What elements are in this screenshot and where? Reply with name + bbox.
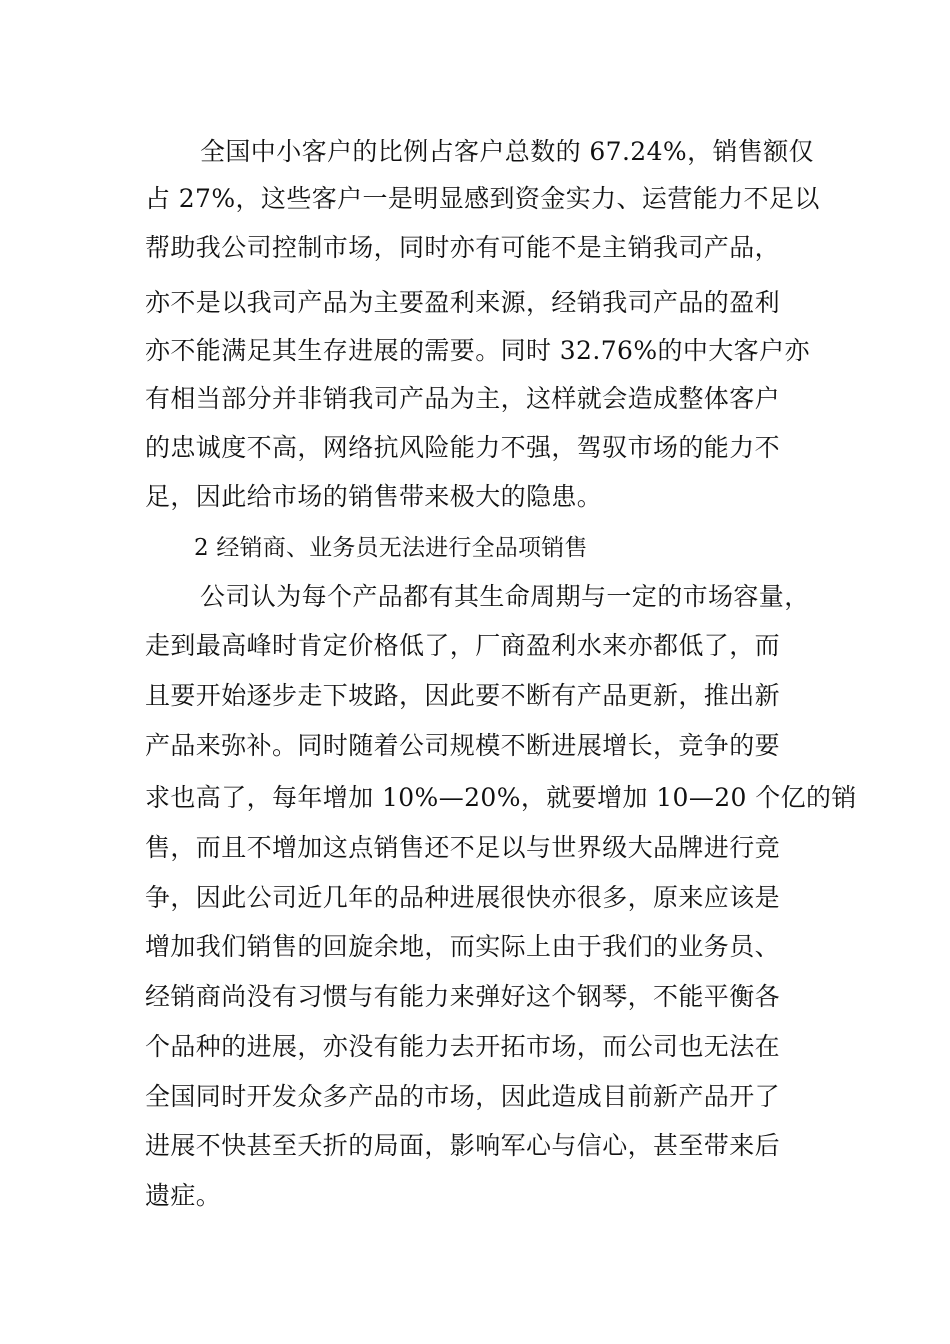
paragraph-2-line-3: 且要开始逐步走下坡路，因此要不断有产品更新，推出新	[145, 681, 781, 710]
paragraph-2-line-10: 个品种的进展，亦没有能力去开拓市场，而公司也无法在	[145, 1032, 781, 1061]
paragraph-2-line-7: 争，因此公司近几年的品种进展很快亦很多，原来应该是	[145, 883, 781, 912]
paragraph-1-line-2: 占 27%，这些客户一是明显感到资金实力、运营能力不足以	[145, 184, 820, 213]
paragraph-2-line-11: 全国同时开发众多产品的市场，因此造成目前新产品开了	[145, 1082, 781, 1111]
paragraph-2-line-13: 遗症。	[145, 1181, 222, 1210]
section-heading-2: 2 经销商、业务员无法进行全品项销售	[194, 535, 588, 561]
paragraph-1-line-3: 帮助我公司控制市场，同时亦有可能不是主销我司产品，	[145, 233, 781, 262]
paragraph-2-line-9: 经销商尚没有习惯与有能力来弹好这个钢琴，不能平衡各	[145, 982, 781, 1011]
paragraph-1-line-4: 亦不是以我司产品为主要盈利来源，经销我司产品的盈利	[145, 288, 781, 317]
paragraph-1-line-7: 的忠诚度不高，网络抗风险能力不强，驾驭市场的能力不	[145, 433, 781, 462]
paragraph-2-line-8: 增加我们销售的回旋余地，而实际上由于我们的业务员、	[145, 932, 781, 961]
paragraph-2-line-2: 走到最高峰时肯定价格低了，厂商盈利水来亦都低了，而	[145, 631, 781, 660]
paragraph-2-line-5: 求也高了，每年增加 10%—20%，就要增加 10—20 个亿的销	[145, 783, 857, 812]
paragraph-2-line-4: 产品来弥补。同时随着公司规模不断进展增长，竞争的要	[145, 731, 781, 760]
paragraph-1-line-5: 亦不能满足其生存进展的需要。同时 32.76%的中大客户亦	[145, 336, 810, 365]
paragraph-2-line-12: 进展不快甚至夭折的局面，影响军心与信心，甚至带来后	[145, 1131, 781, 1160]
paragraph-2-line-1: 公司认为每个产品都有其生命周期与一定的市场容量，	[200, 582, 810, 611]
paragraph-1-line-8: 足，因此给市场的销售带来极大的隐患。	[145, 482, 603, 511]
paragraph-1-line-1: 全国中小客户的比例占客户总数的 67.24%，销售额仅	[200, 137, 815, 166]
paragraph-1-line-6: 有相当部分并非销我司产品为主，这样就会造成整体客户	[145, 384, 781, 413]
paragraph-2-line-6: 售，而且不增加这点销售还不足以与世界级大品牌进行竞	[145, 833, 781, 862]
